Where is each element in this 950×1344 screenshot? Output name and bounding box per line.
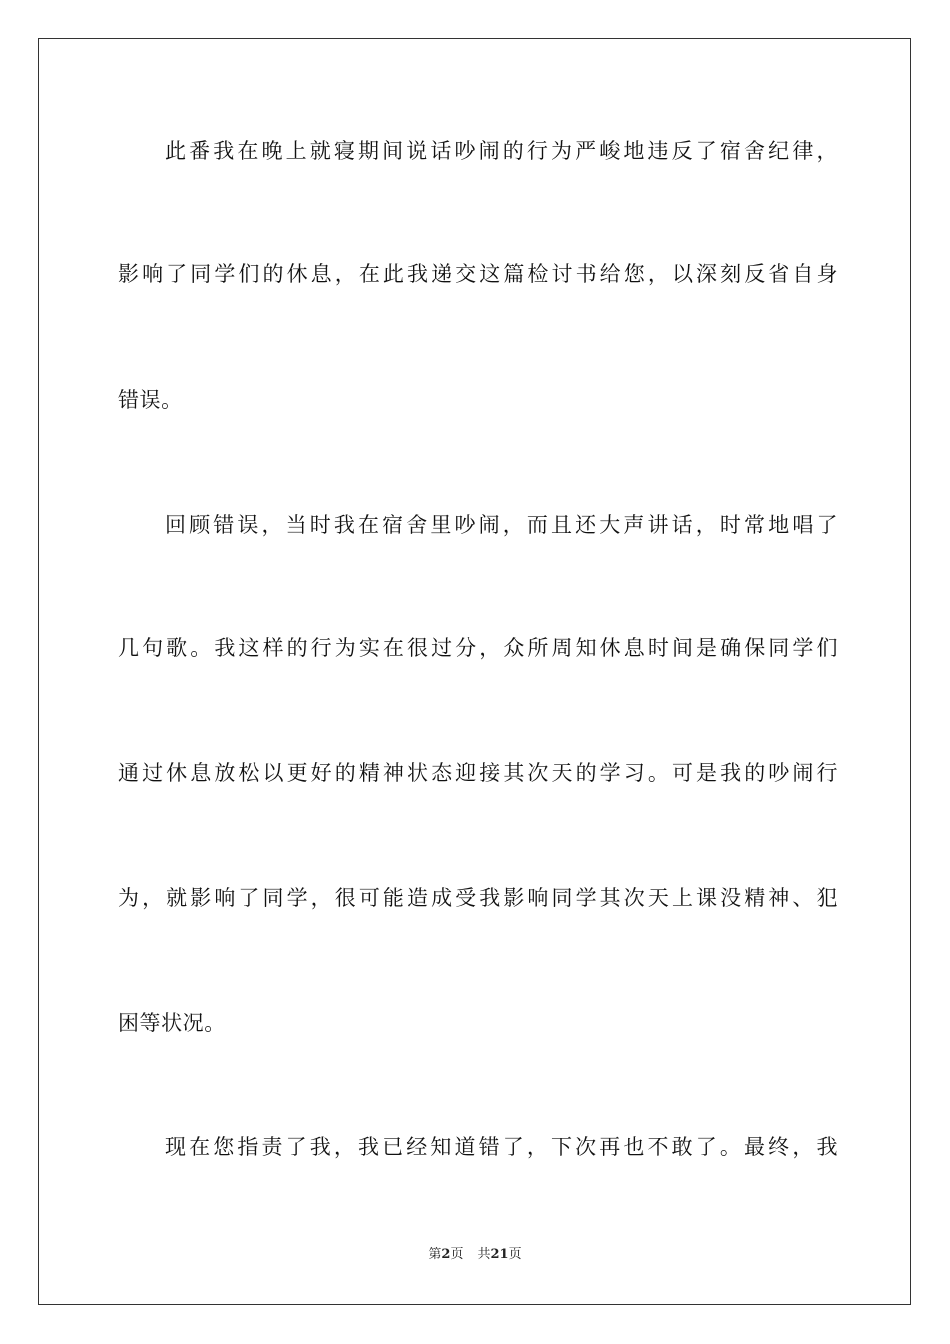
footer-total-suffix: 页 [508, 1247, 522, 1262]
footer-page-prefix: 第 [428, 1247, 442, 1262]
page-frame [38, 38, 911, 1305]
page-footer [0, 1246, 950, 1264]
paragraph-2-line-5: 困等状况。 [118, 1011, 226, 1035]
footer-total-pages: 21 [490, 1247, 509, 1262]
paragraph-3-line-1: 现在您指责了我，我已经知道错了，下次再也不敢了。最终，我 [165, 1135, 838, 1159]
paragraph-1-line-2: 影响了同学们的休息，在此我递交这篇检讨书给您，以深刻反省自身 [118, 262, 838, 286]
paragraph-2-line-3: 通过休息放松以更好的精神状态迎接其次天的学习。可是我的吵闹行 [118, 761, 838, 785]
footer-page-number: 2 [441, 1247, 451, 1262]
paragraph-2-line-2: 几句歌。我这样的行为实在很过分，众所周知休息时间是确保同学们 [118, 636, 838, 660]
footer-page-suffix: 页 [450, 1247, 464, 1262]
paragraph-1-line-3: 错误。 [118, 388, 183, 412]
footer-total-prefix: 共 [477, 1247, 491, 1262]
paragraph-1-line-1: 此番我在晚上就寝期间说话吵闹的行为严峻地违反了宿舍纪律， [165, 139, 838, 163]
paragraph-2-line-1: 回顾错误，当时我在宿舍里吵闹，而且还大声讲话，时常地唱了 [165, 513, 838, 537]
paragraph-2-line-4: 为，就影响了同学，很可能造成受我影响同学其次天上课没精神、犯 [118, 886, 838, 910]
